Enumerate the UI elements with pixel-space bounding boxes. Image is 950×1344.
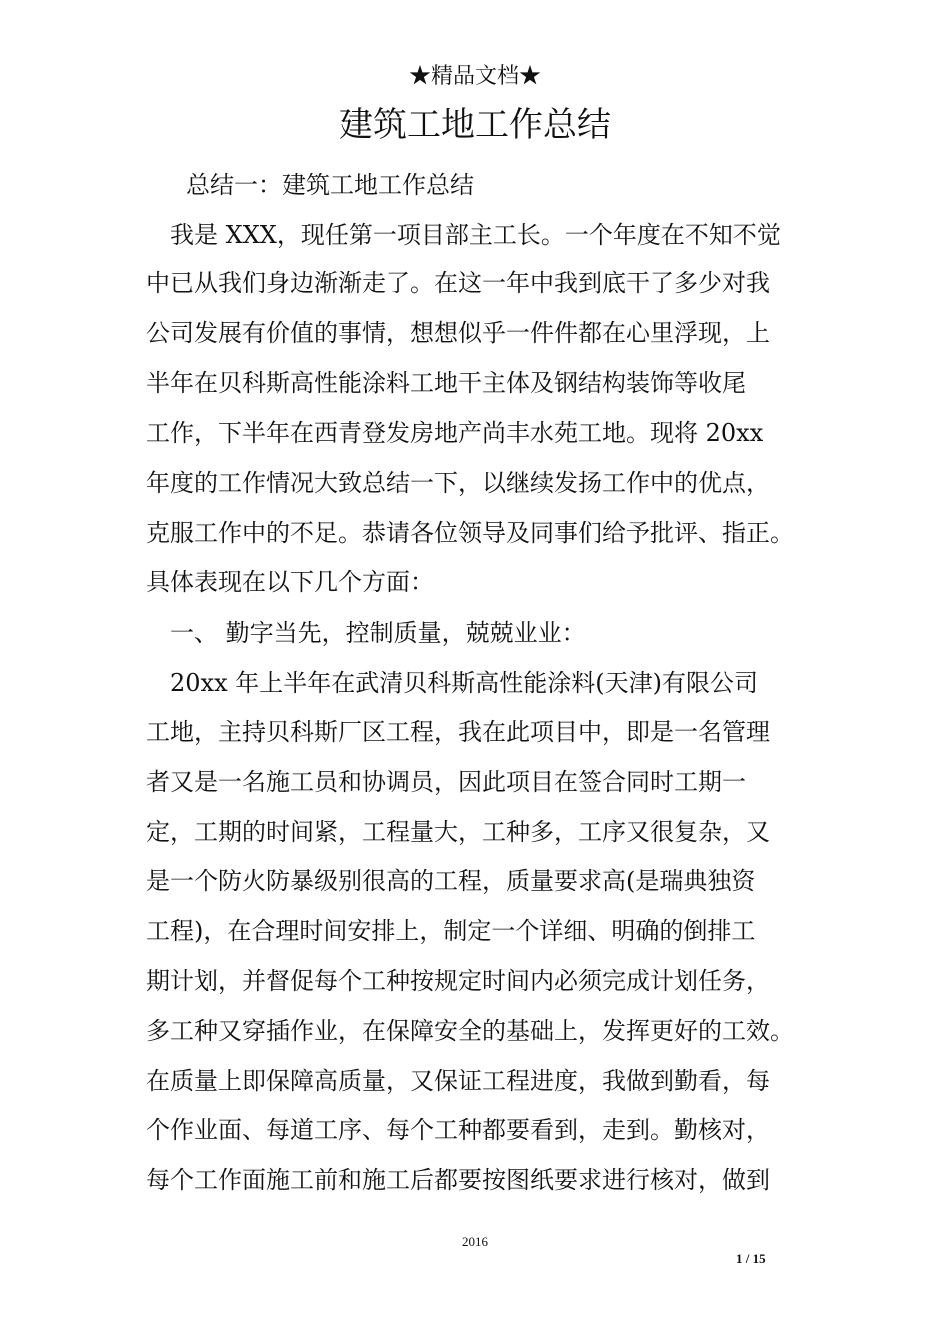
paragraph-line: 个作业面、每道工序、每个工种都要看到，走到。勤核对，: [146, 1116, 770, 1144]
paragraph-line: 20xx 年上半年在武清贝科斯高性能涂料(天津)有限公司: [170, 669, 758, 697]
paragraph-line: 在质量上即保障高质量，又保证工程进度，我做到勤看，每: [146, 1067, 770, 1095]
paragraph-line: 者又是一名施工员和协调员，因此项目在签合同时工期一: [146, 768, 746, 796]
document-title: 建筑工地工作总结: [339, 105, 611, 145]
footer-year: 2016: [462, 1234, 488, 1249]
paragraph-line: 半年在贝科斯高性能涂料工地干主体及钢结构装饰等收尾: [146, 369, 746, 397]
paragraph-line: 每个工作面施工前和施工后都要按图纸要求进行核对，做到: [146, 1166, 770, 1194]
paragraph-line: 期计划，并督促每个工种按规定时间内必须完成计划任务，: [146, 967, 770, 995]
paragraph-line: 工地，主持贝科斯厂区工程，我在此项目中，即是一名管理: [146, 718, 770, 746]
paragraph-line: 年度的工作情况大致总结一下，以继续发扬工作中的优点，: [146, 469, 770, 497]
paragraph-line: 具体表现在以下几个方面：: [146, 568, 434, 596]
page-number: 1 / 15: [736, 1251, 766, 1266]
subsection-heading: 一、 勤字当先，控制质量，兢兢业业：: [170, 619, 586, 647]
paragraph-line: 定，工期的时间紧，工程量大，工种多，工序又很复杂，又: [146, 818, 770, 846]
paragraph-line: 我是 XXX，现任第一项目部主工长。一个年度在不知不觉: [170, 221, 781, 249]
paragraph-line: 中已从我们身边渐渐走了。在这一年中我到底干了多少对我: [146, 269, 770, 297]
paragraph-line: 公司发展有价值的事情，想想似乎一件件都在心里浮现，上: [146, 319, 770, 347]
paragraph-line: 多工种又穿插作业，在保障安全的基础上，发挥更好的工效。: [146, 1017, 794, 1045]
paragraph-line: 工程)，在合理时间安排上，制定一个详细、明确的倒排工: [146, 917, 756, 945]
paragraph-line: 克服工作中的不足。恭请各位领导及同事们给予批评、指正。: [146, 519, 794, 547]
section-heading: 总结一：建筑工地工作总结: [186, 171, 474, 199]
page-header: ★精品文档★: [408, 64, 541, 89]
paragraph-line: 是一个防火防暴级别很高的工程，质量要求高(是瑞典独资: [146, 867, 756, 895]
paragraph-line: 工作，下半年在西青登发房地产尚丰水苑工地。现将 20xx: [146, 419, 764, 447]
